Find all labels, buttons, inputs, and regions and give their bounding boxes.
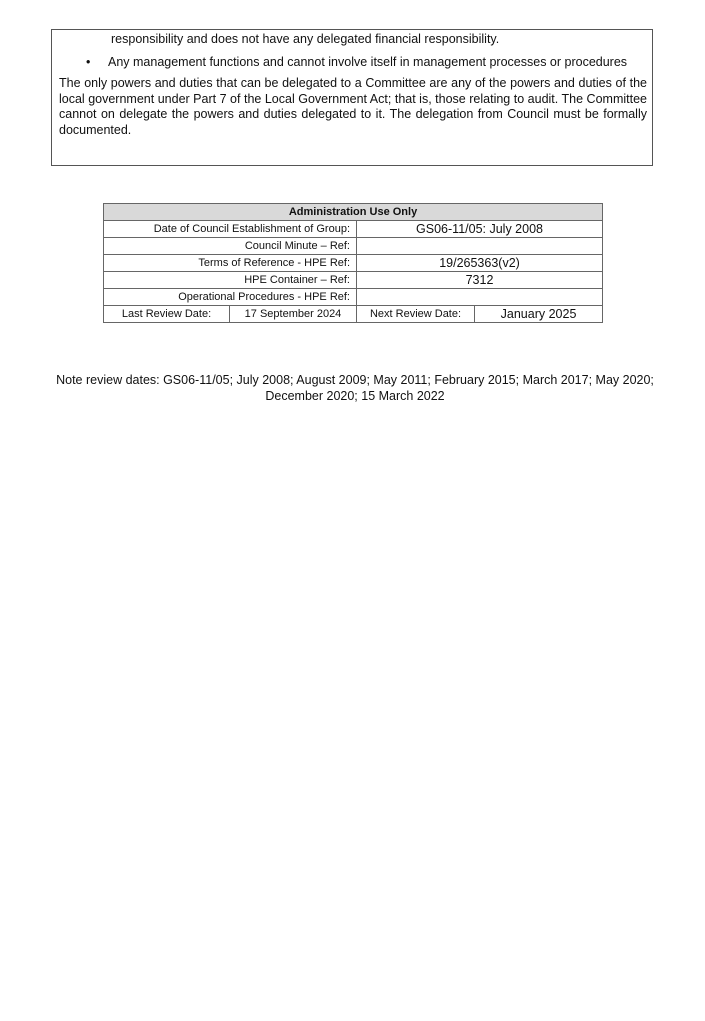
next-review-label: Next Review Date: — [357, 306, 475, 323]
bullet-dot-icon: • — [86, 55, 91, 69]
administration-table — [103, 203, 603, 323]
table-title: Administration Use Only — [104, 204, 603, 221]
table-row — [104, 221, 603, 238]
delegation-paragraph: The only powers and duties that can be delegated to a Committee are any of the powers and duties of the local government under Part 7 of the Local Government Act; that is, those relating to audit. The Committee cannot on delegate the powers and duties delegated to it. The delegation from Council must be formally documented. — [59, 76, 647, 137]
continued-line: responsibility and does not have any delegated financial responsibility. — [111, 32, 500, 46]
row-value: GS06-11/05: July 2008 — [357, 221, 603, 238]
row-value: 19/265363(v2) — [357, 255, 603, 272]
table-row — [104, 289, 603, 306]
next-review-value: January 2025 — [475, 306, 603, 323]
row-label: Terms of Reference - HPE Ref: — [104, 255, 357, 272]
review-dates-note — [40, 372, 670, 404]
table-row — [104, 255, 603, 272]
row-label: Operational Procedures - HPE Ref: — [104, 289, 357, 306]
row-value — [357, 238, 603, 255]
table-row — [104, 238, 603, 255]
note-line-2: December 2020; 15 March 2022 — [265, 389, 445, 403]
note-line-1: Note review dates: GS06-11/05; July 2008; August 2009; May 2011; February 2015; March 2017; May 2020; — [56, 373, 654, 387]
row-value — [357, 289, 603, 306]
last-review-value: 17 September 2024 — [230, 306, 357, 323]
row-value: 7312 — [357, 272, 603, 289]
row-label: Date of Council Establishment of Group: — [104, 221, 357, 238]
table-row — [104, 272, 603, 289]
bullet-text: Any management functions and cannot involve itself in management processes or procedures — [108, 55, 628, 69]
last-review-label: Last Review Date: — [104, 306, 230, 323]
table-header-row — [104, 204, 603, 221]
review-row — [104, 306, 603, 323]
row-label: HPE Container – Ref: — [104, 272, 357, 289]
row-label: Council Minute – Ref: — [104, 238, 357, 255]
